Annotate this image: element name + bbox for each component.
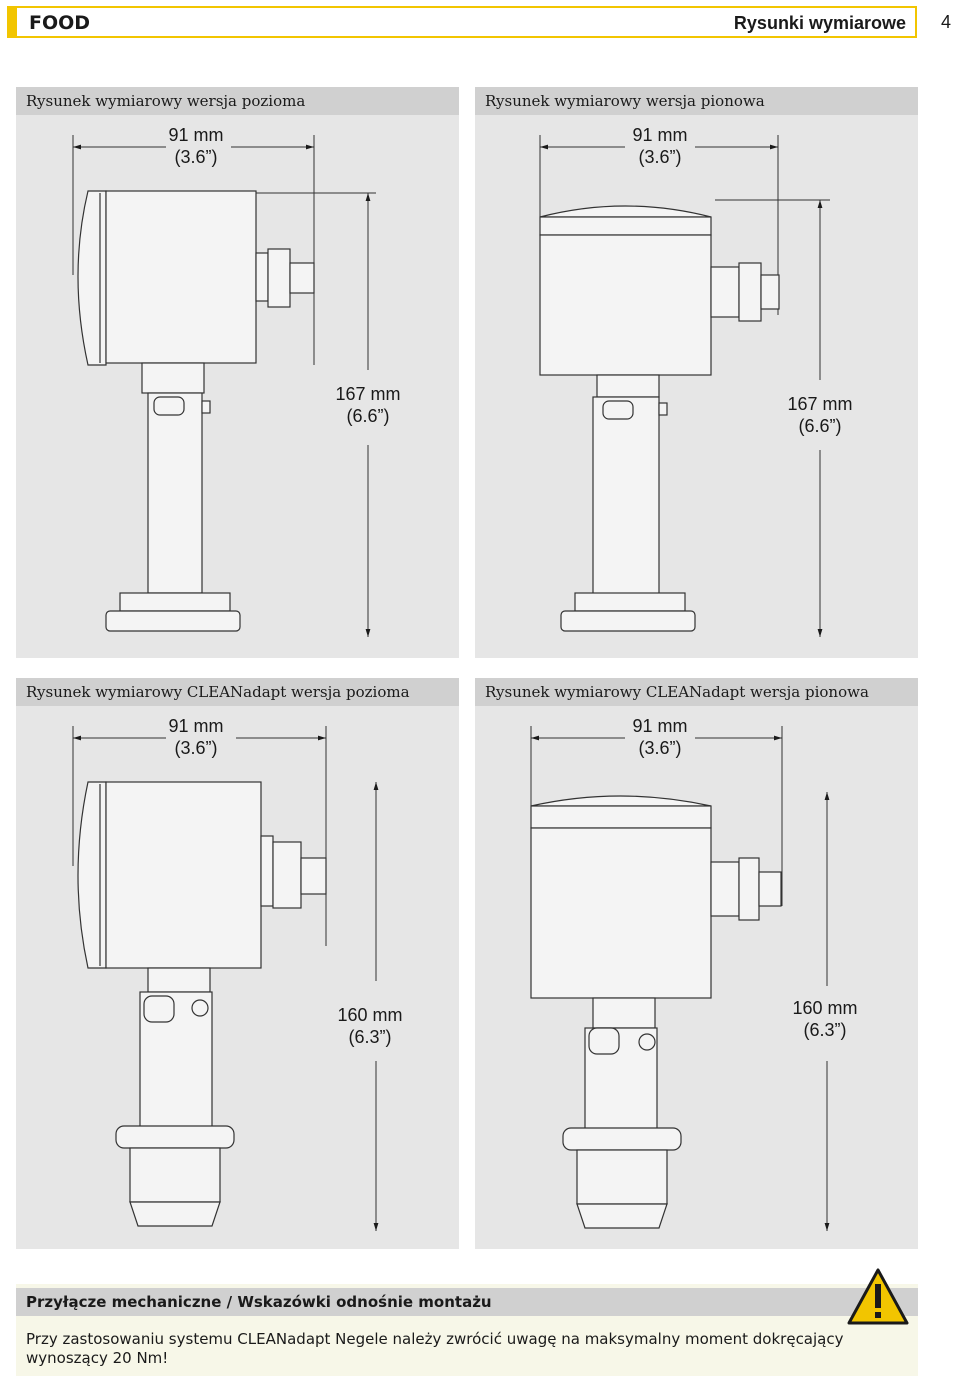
height-dimension-mm: 167 mm xyxy=(335,384,401,404)
dimension-drawing-cleanadapt-vertical xyxy=(475,706,918,1249)
height-dimension-in: (6.6”) xyxy=(798,416,842,436)
header-accent-bar xyxy=(9,8,17,36)
height-dimension-mm: 167 mm xyxy=(787,394,853,414)
width-dimension-mm: 91 mm xyxy=(168,716,224,736)
panel-title: Rysunek wymiarowy wersja pozioma xyxy=(16,87,459,115)
section-label: FOOD xyxy=(29,12,91,34)
notice-text: Przy zastosowaniu systemu CLEANadapt Negele należy zwrócić uwagę na maksymalny moment dokręcający wynoszący 20 Nm! xyxy=(26,1330,844,1367)
height-dimension-in: (6.3”) xyxy=(348,1027,392,1047)
width-dimension-in: (3.6”) xyxy=(638,738,682,758)
sensor-drawing-vertical xyxy=(540,206,779,631)
dimension-drawing-cleanadapt-horizontal xyxy=(16,706,459,1249)
panel-title: Rysunek wymiarowy CLEANadapt wersja pionowa xyxy=(475,678,918,706)
height-dimension-in: (6.6”) xyxy=(346,406,390,426)
width-dimension-in: (3.6”) xyxy=(174,738,218,758)
width-dimension-mm: 91 mm xyxy=(632,125,688,145)
drawing-panel-cleanadapt-vertical xyxy=(475,678,918,1249)
height-dimension-mm: 160 mm xyxy=(337,1005,403,1025)
panel-title: Rysunek wymiarowy wersja pionowa xyxy=(475,87,918,115)
warning-triangle-icon xyxy=(846,1267,910,1327)
width-dimension-in: (3.6”) xyxy=(638,147,682,167)
dimension-drawing-horizontal xyxy=(16,115,459,658)
width-dimension-in: (3.6”) xyxy=(174,147,218,167)
height-dimension-in: (6.3”) xyxy=(803,1020,847,1040)
height-dimension-mm: 160 mm xyxy=(792,998,858,1018)
sensor-drawing-cleanadapt-horizontal xyxy=(78,782,326,1226)
dimension-drawing-vertical xyxy=(475,115,918,658)
sensor-drawing-cleanadapt-vertical xyxy=(531,796,781,1228)
notice-title: Przyłącze mechaniczne / Wskazówki odnośnie montażu xyxy=(16,1288,918,1316)
sensor-drawing-horizontal xyxy=(78,191,314,631)
page-number: 4 xyxy=(941,12,952,32)
drawing-panel-vertical xyxy=(475,87,918,658)
panel-title: Rysunek wymiarowy CLEANadapt wersja pozioma xyxy=(16,678,459,706)
drawing-panel-horizontal xyxy=(16,87,459,658)
width-dimension-mm: 91 mm xyxy=(632,716,688,736)
drawing-panel-cleanadapt-horizontal xyxy=(16,678,459,1249)
page-header xyxy=(7,6,917,38)
mounting-notice xyxy=(16,1284,918,1376)
width-dimension-mm: 91 mm xyxy=(168,125,224,145)
page-title: Rysunki wymiarowe xyxy=(733,13,906,33)
